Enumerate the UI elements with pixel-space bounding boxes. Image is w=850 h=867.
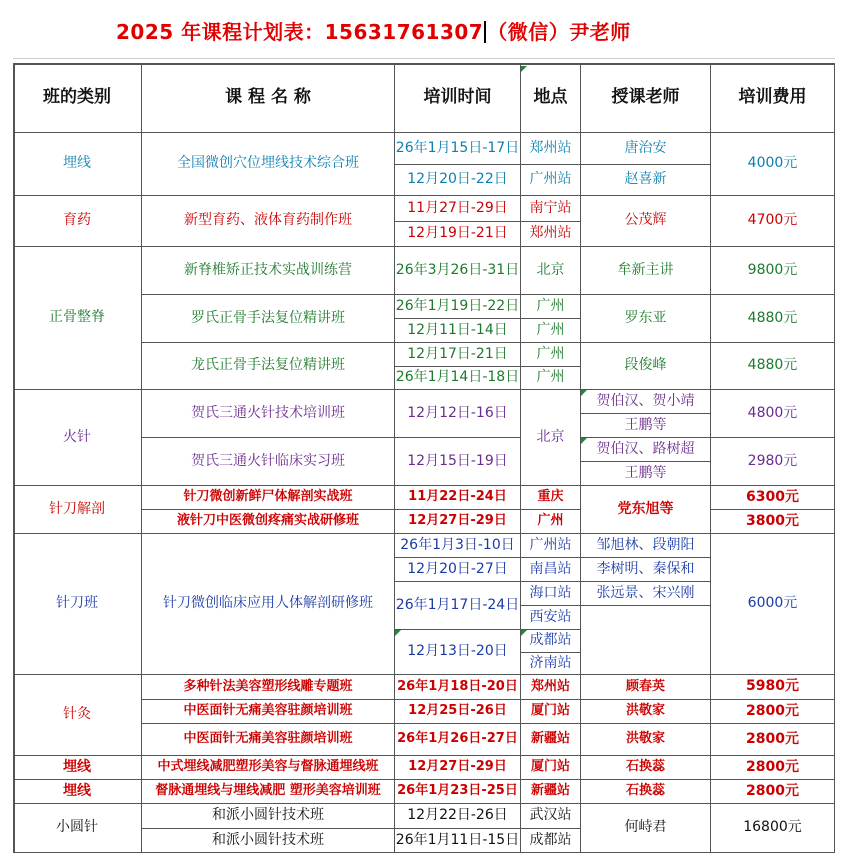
category-cell: 埋线: [13, 756, 142, 780]
teacher-cell: 贺伯汉、贺小靖: [581, 390, 711, 414]
place-cell: 武汉站: [521, 804, 581, 829]
place-cell: 郑州站: [521, 133, 581, 165]
time-cell: 26年1月26日-27日: [395, 724, 521, 756]
time-cell: 26年1月23日-25日: [395, 780, 521, 804]
teacher-cell: 洪敬家: [581, 700, 711, 724]
course-cell: 新脊椎矫正技术实战训练营: [142, 247, 395, 295]
fee-cell: 4700元: [711, 196, 835, 247]
teacher-cell: 罗东亚: [581, 295, 711, 343]
teacher-cell: 洪敬家: [581, 724, 711, 756]
fee-cell: 4880元: [711, 343, 835, 390]
place-cell: 成都站: [521, 630, 581, 653]
category-cell: 正骨整脊: [13, 247, 142, 390]
header-fee: 培训费用: [711, 63, 835, 133]
fee-cell: 9800元: [711, 247, 835, 295]
place-cell: 广州站: [521, 534, 581, 558]
teacher-cell: 张远景、宋兴刚: [581, 582, 711, 606]
fee-cell: 4880元: [711, 295, 835, 343]
place-cell: 南宁站: [521, 196, 581, 222]
teacher-cell: 顾春英: [581, 675, 711, 700]
time-cell: 26年1月11日-15日: [395, 829, 521, 853]
time-cell: 12月20日-27日: [395, 558, 521, 582]
course-cell: 中医面针无痛美容驻颜培训班: [142, 700, 395, 724]
header-category: 班的类别: [13, 63, 142, 133]
course-cell: 督脉通埋线与埋线减肥 塑形美容培训班: [142, 780, 395, 804]
course-cell: 液针刀中医微创疼痛实战研修班: [142, 510, 395, 534]
course-cell: 和派小圆针技术班: [142, 829, 395, 853]
fee-cell: 2800元: [711, 756, 835, 780]
time-cell: 26年1月14日-18日: [395, 367, 521, 390]
time-cell: 26年1月3日-10日: [395, 534, 521, 558]
teacher-cell: 牟新主讲: [581, 247, 711, 295]
place-cell: 南昌站: [521, 558, 581, 582]
fee-cell: 4800元: [711, 390, 835, 438]
fee-cell: 16800元: [711, 804, 835, 853]
course-cell: 全国微创穴位埋线技术综合班: [142, 133, 395, 196]
place-cell: 新疆站: [521, 724, 581, 756]
course-cell: 贺氏三通火针临床实习班: [142, 438, 395, 486]
teacher-cell: 石换蕊: [581, 780, 711, 804]
place-cell: 厦门站: [521, 756, 581, 780]
place-cell: 广州: [521, 295, 581, 319]
place-cell: 重庆: [521, 486, 581, 510]
text-cursor: [484, 21, 486, 43]
category-cell: 埋线: [13, 133, 142, 196]
fee-cell: 2800元: [711, 724, 835, 756]
time-cell: 12月19日-21日: [395, 222, 521, 247]
cell-comment-marker: [581, 390, 587, 396]
place-cell: 北京: [521, 247, 581, 295]
place-cell: 广州: [521, 343, 581, 367]
category-cell: 埋线: [13, 780, 142, 804]
header-teacher: 授课老师: [581, 63, 711, 133]
fee-cell: 2980元: [711, 438, 835, 486]
header-course: 课 程 名 称: [142, 63, 395, 133]
place-cell: 厦门站: [521, 700, 581, 724]
time-cell: 12月22日-26日: [395, 804, 521, 829]
course-cell: 中医面针无痛美容驻颜培训班: [142, 724, 395, 756]
cell-comment-marker: [395, 630, 401, 636]
course-cell: 龙氏正骨手法复位精讲班: [142, 343, 395, 390]
fee-cell: 6300元: [711, 486, 835, 510]
place-cell: 成都站: [521, 829, 581, 853]
time-cell: 12月20日-22日: [395, 165, 521, 196]
cell-comment-marker: [521, 630, 527, 636]
cell-comment-marker: [581, 438, 587, 444]
time-cell: 26年1月17日-24日: [395, 582, 521, 630]
category-cell: 育药: [13, 196, 142, 247]
teacher-cell: 王鹏等: [581, 462, 711, 486]
course-cell: 罗氏正骨手法复位精讲班: [142, 295, 395, 343]
time-cell: 26年1月18日-20日: [395, 675, 521, 700]
time-cell: 26年3月26日-31日: [395, 247, 521, 295]
time-cell: 12月27日-29日: [395, 510, 521, 534]
teacher-cell: 王鹏等: [581, 414, 711, 438]
time-cell: 12月13日-20日: [395, 630, 521, 675]
course-cell: 和派小圆针技术班: [142, 804, 395, 829]
place-cell: 广州站: [521, 165, 581, 196]
time-cell: 12月25日-26日: [395, 700, 521, 724]
fee-cell: 2800元: [711, 780, 835, 804]
category-cell: 火针: [13, 390, 142, 486]
place-cell: 广州: [521, 319, 581, 343]
teacher-cell-empty: [581, 606, 711, 675]
time-cell: 12月12日-16日: [395, 390, 521, 438]
fee-cell: 6000元: [711, 534, 835, 675]
fee-cell: 3800元: [711, 510, 835, 534]
header-place: 地点: [521, 63, 581, 133]
fee-cell: 4000元: [711, 133, 835, 196]
time-cell: 26年1月15日-17日: [395, 133, 521, 165]
header-time: 培训时间: [395, 63, 521, 133]
place-cell: 郑州站: [521, 222, 581, 247]
teacher-cell: 李树明、秦保和: [581, 558, 711, 582]
time-cell: 11月22日-24日: [395, 486, 521, 510]
course-cell: 贺氏三通火针技术培训班: [142, 390, 395, 438]
category-cell: 针刀班: [13, 534, 142, 675]
place-cell: 济南站: [521, 653, 581, 675]
cell-comment-marker: [521, 66, 527, 72]
title-phone: 2025 年课程计划表：15631761307: [116, 20, 484, 44]
teacher-cell: 公茂辉: [581, 196, 711, 247]
category-cell: 针刀解剖: [13, 486, 142, 534]
place-cell: 海口站: [521, 582, 581, 606]
time-cell: 12月27日-29日: [395, 756, 521, 780]
course-cell: 多种针法美容塑形线雕专题班: [142, 675, 395, 700]
place-cell: 广州: [521, 367, 581, 390]
teacher-cell: 党东旭等: [581, 486, 711, 534]
place-cell: 新疆站: [521, 780, 581, 804]
time-cell: 12月17日-21日: [395, 343, 521, 367]
category-cell: 小圆针: [13, 804, 142, 853]
teacher-cell: 段俊峰: [581, 343, 711, 390]
teacher-cell: 赵喜新: [581, 165, 711, 196]
place-cell: 西安站: [521, 606, 581, 630]
page-title: [116, 16, 631, 45]
teacher-cell: 贺伯汉、路树超: [581, 438, 711, 462]
title-contact: （微信）尹老师: [487, 20, 631, 44]
teacher-cell: 何峙君: [581, 804, 711, 853]
place-cell: 广州: [521, 510, 581, 534]
course-cell: 新型育药、液体育药制作班: [142, 196, 395, 247]
place-cell: 北京: [521, 390, 581, 486]
category-cell: 针灸: [13, 675, 142, 756]
course-cell: 针刀微创新鲜尸体解剖实战班: [142, 486, 395, 510]
teacher-cell: 唐治安: [581, 133, 711, 165]
time-cell: 12月15日-19日: [395, 438, 521, 486]
time-cell: 11月27日-29日: [395, 196, 521, 222]
fee-cell: 5980元: [711, 675, 835, 700]
teacher-cell: 石换蕊: [581, 756, 711, 780]
time-cell: 26年1月19日-22日: [395, 295, 521, 319]
time-cell: 12月11日-14日: [395, 319, 521, 343]
sheet-gridline: [13, 58, 835, 59]
teacher-cell: 邹旭林、段朝阳: [581, 534, 711, 558]
course-cell: 针刀微创临床应用人体解剖研修班: [142, 534, 395, 675]
place-cell: 郑州站: [521, 675, 581, 700]
fee-cell: 2800元: [711, 700, 835, 724]
course-cell: 中式埋线减肥塑形美容与督脉通埋线班: [142, 756, 395, 780]
